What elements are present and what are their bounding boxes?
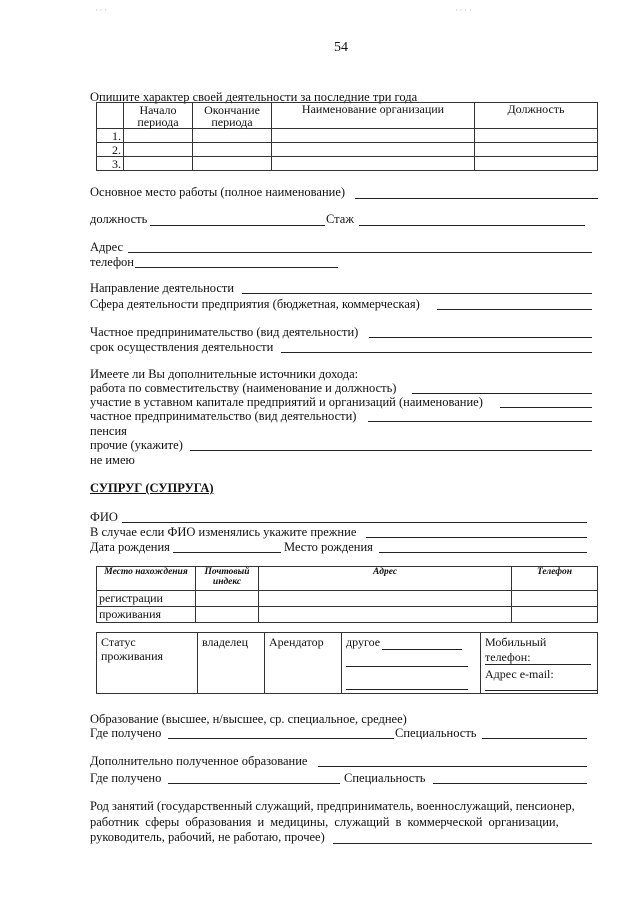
sphere-label: Сфера деятельности предприятия (бюджетная, коммерческая)	[90, 297, 420, 311]
term-field[interactable]	[281, 352, 592, 353]
cell[interactable]	[259, 591, 512, 607]
edu-specialty-label: Специальность	[395, 726, 477, 740]
col-location: Место нахождения	[97, 567, 196, 591]
mobile-field[interactable]	[485, 664, 591, 665]
row-label: проживания	[97, 607, 196, 623]
edu-where-label: Где получено	[90, 726, 162, 740]
income-question: Имеете ли Вы дополнительные источники дохода:	[90, 367, 359, 381]
occupation-line1: Род занятий (государственный служащий, предприниматель, военнослужащий, пенсионер,	[90, 799, 575, 813]
table-row	[97, 591, 598, 607]
cell[interactable]	[475, 129, 598, 143]
status-label: Статус проживания	[97, 633, 198, 694]
col-num	[97, 103, 124, 129]
cell[interactable]	[193, 129, 272, 143]
term-label: срок осуществления деятельности	[90, 340, 274, 354]
cell[interactable]	[259, 607, 512, 623]
experience-field[interactable]	[359, 225, 585, 226]
scan-speck: · · · ·	[455, 6, 472, 15]
residence-table	[96, 566, 598, 623]
col-postal: Почтовый индекс	[196, 567, 259, 591]
occupation-field[interactable]	[333, 843, 592, 844]
other-field-2[interactable]	[346, 666, 468, 667]
email-label: Адрес e-mail:	[485, 667, 554, 681]
capital-label: участие в уставном капитале предприятий и организаций (наименование)	[90, 395, 483, 409]
position-field[interactable]	[150, 225, 325, 226]
edu-where-field[interactable]	[168, 738, 394, 739]
birth-date-label: Дата рождения	[90, 540, 170, 554]
cell[interactable]	[272, 143, 475, 157]
private-business-label: Частное предпринимательство (вид деятельности)	[90, 325, 359, 339]
other-income-field[interactable]	[190, 450, 592, 451]
capital-field[interactable]	[500, 407, 592, 408]
cell[interactable]	[196, 607, 259, 623]
spouse-fio-label: ФИО	[90, 510, 118, 524]
page-number: 54	[334, 40, 348, 55]
spouse-heading: СУПРУГ (СУПРУГА)	[90, 481, 214, 495]
col-org: Наименование организации	[272, 103, 475, 129]
phone-field[interactable]	[135, 267, 338, 268]
birth-place-field[interactable]	[379, 552, 587, 553]
add-where-label: Где получено	[90, 771, 162, 785]
cell[interactable]	[193, 157, 272, 171]
col-address: Адрес	[259, 567, 512, 591]
additional-edu-label: Дополнительно полученное образование	[90, 754, 308, 768]
birth-place-label: Место рождения	[284, 540, 373, 554]
occupation-line3: руководитель, рабочий, не работаю, прочее)	[90, 830, 325, 844]
main-workplace-label: Основное место работы (полное наименование)	[90, 185, 346, 199]
other-option[interactable]	[342, 633, 481, 694]
col-end: Окончание периода	[193, 103, 272, 129]
other-field-3[interactable]	[346, 689, 468, 690]
col-start: Начало периода	[124, 103, 193, 129]
row-label: регистрации	[97, 591, 196, 607]
cell[interactable]	[124, 157, 193, 171]
owner-option[interactable]: владелец	[198, 633, 265, 694]
sphere-field[interactable]	[437, 309, 592, 310]
private-income-field[interactable]	[368, 421, 592, 422]
status-table	[96, 632, 598, 694]
contact-cell	[481, 633, 598, 694]
table-row	[97, 143, 598, 157]
table-row	[97, 607, 598, 623]
scan-speck: · · ·	[95, 6, 107, 15]
table-row	[97, 129, 598, 143]
add-specialty-label: Специальность	[344, 771, 426, 785]
previous-name-label: В случае если ФИО изменялись укажите прежние	[90, 525, 357, 539]
cell[interactable]	[512, 607, 598, 623]
add-where-field[interactable]	[168, 783, 340, 784]
private-income-label: частное предпринимательство (вид деятельности)	[90, 409, 357, 423]
email-field[interactable]	[485, 690, 597, 691]
row-num: 1.	[97, 129, 124, 143]
previous-name-field[interactable]	[366, 537, 587, 538]
cell[interactable]	[124, 129, 193, 143]
part-time-label: работа по совместительству (наименование и должность)	[90, 381, 397, 395]
col-phone: Телефон	[512, 567, 598, 591]
row-num: 2.	[97, 143, 124, 157]
cell[interactable]	[124, 143, 193, 157]
private-business-field[interactable]	[369, 337, 592, 338]
row-num: 3.	[97, 157, 124, 171]
cell[interactable]	[475, 157, 598, 171]
edu-specialty-field[interactable]	[482, 738, 587, 739]
activity-table	[96, 102, 598, 171]
cell[interactable]	[475, 143, 598, 157]
direction-field[interactable]	[242, 293, 592, 294]
experience-label: Стаж	[326, 212, 354, 226]
additional-edu-field[interactable]	[318, 766, 587, 767]
cell[interactable]	[272, 157, 475, 171]
other-field[interactable]	[382, 649, 462, 650]
cell[interactable]	[193, 143, 272, 157]
mobile-label: Мобильный телефон:	[485, 635, 547, 664]
cell[interactable]	[512, 591, 598, 607]
education-label: Образование (высшее, н/высшее, ср. специальное, среднее)	[90, 712, 407, 726]
add-specialty-field[interactable]	[433, 783, 587, 784]
no-income-label: не имею	[90, 453, 135, 467]
part-time-field[interactable]	[412, 393, 592, 394]
address-field[interactable]	[128, 252, 592, 253]
direction-label: Направление деятельности	[90, 281, 235, 295]
col-position: Должность	[475, 103, 598, 129]
cell[interactable]	[196, 591, 259, 607]
other-label: другое	[346, 635, 381, 649]
phone-label: телефон	[90, 255, 134, 269]
cell[interactable]	[272, 129, 475, 143]
position-label: должность	[90, 212, 148, 226]
other-income-label: прочие (укажите)	[90, 438, 183, 452]
tenant-option[interactable]: Арендатор	[265, 633, 342, 694]
pension-label: пенсия	[90, 424, 127, 438]
birth-date-field[interactable]	[173, 552, 281, 553]
activity-heading: Опишите характер своей деятельности за последние три года	[90, 90, 418, 104]
table-row	[97, 157, 598, 171]
spouse-fio-field[interactable]	[122, 522, 587, 523]
main-workplace-field[interactable]	[355, 198, 598, 199]
address-label: Адрес	[90, 240, 124, 254]
occupation-line2: работник сферы образования и медицины, служащий в коммерческой организации,	[90, 815, 559, 829]
